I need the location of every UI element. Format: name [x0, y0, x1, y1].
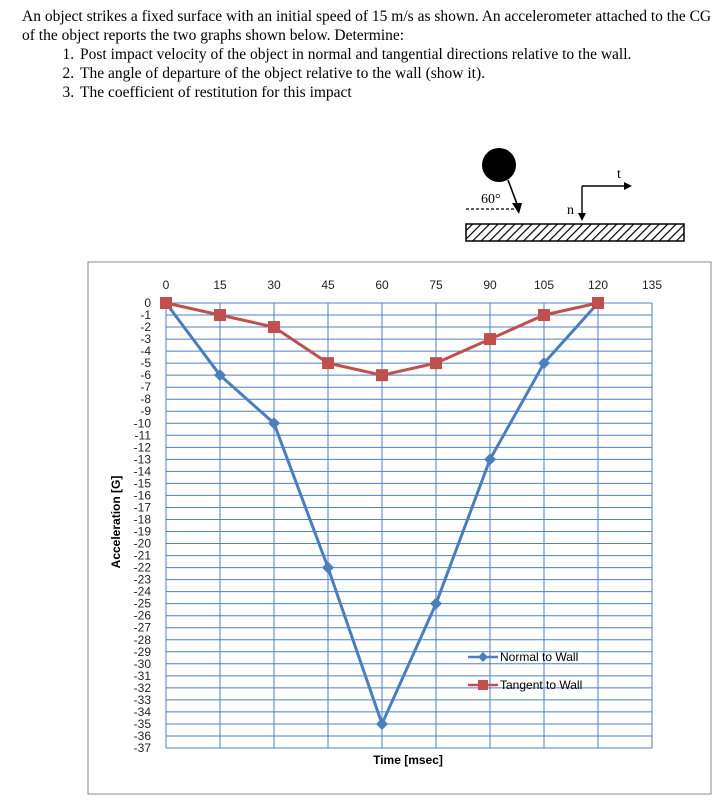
x-tick-label: 30 — [267, 278, 281, 292]
y-tick-label: -2 — [140, 320, 151, 335]
chart-frame — [88, 262, 711, 794]
y-tick-label: -16 — [133, 488, 151, 503]
y-tick-label: -33 — [133, 692, 151, 707]
angle-label: 60° — [481, 192, 501, 207]
y-tick-label: -1 — [140, 308, 151, 323]
y-tick-label: -12 — [133, 440, 151, 455]
y-tick-label: -3 — [140, 332, 151, 347]
y-tick-label: -15 — [133, 476, 151, 491]
y-tick-label: -7 — [140, 380, 151, 395]
x-tick-label: 135 — [641, 278, 663, 292]
y-tick-label: -5 — [140, 356, 151, 371]
x-axis-label: Time [msec] — [373, 753, 443, 767]
problem-intro: An object strikes a fixed surface with an initial speed of 15 m/s as shown. An accelerometer attached to the CG of the object reports the two graphs shown below. Determine: — [22, 8, 712, 44]
y-tick-label: -8 — [140, 392, 151, 407]
question-item: 2. The angle of departure of the object relative to the wall (show it). — [78, 64, 722, 83]
tangent-label: t — [617, 167, 621, 182]
normal-label: n — [567, 203, 574, 218]
y-tick-label: -31 — [133, 668, 151, 683]
data-point — [538, 309, 550, 321]
y-tick-label: -18 — [133, 512, 151, 527]
y-tick-label: -21 — [133, 548, 151, 563]
y-tick-label: -13 — [133, 452, 151, 467]
legend-label-tangent: Tangent to Wall — [500, 678, 583, 692]
y-tick-label: -34 — [133, 704, 151, 719]
question-item: 1. Post impact velocity of the object in normal and tangential directions relative to the wall. — [78, 45, 722, 64]
x-tick-label: 60 — [375, 278, 389, 292]
x-tick-label: 0 — [162, 278, 170, 292]
data-point — [484, 333, 496, 345]
x-tick-label: 45 — [321, 278, 335, 292]
y-tick-label: -28 — [133, 632, 151, 647]
y-tick-label: -20 — [133, 536, 151, 551]
y-tick-label: -24 — [133, 584, 151, 599]
legend-label-normal: Normal to Wall — [500, 650, 579, 664]
y-tick-label: -14 — [133, 464, 151, 479]
y-tick-label: -37 — [133, 741, 151, 755]
y-tick-label: -29 — [133, 644, 151, 659]
y-tick-label: -32 — [133, 680, 151, 695]
y-tick-label: -10 — [133, 416, 151, 431]
data-point — [214, 309, 226, 321]
y-tick-label: -23 — [133, 572, 151, 587]
data-point — [160, 297, 172, 309]
data-point — [592, 297, 604, 309]
x-tick-label: 90 — [483, 278, 497, 292]
data-point — [376, 369, 388, 381]
data-point — [430, 357, 442, 369]
y-axis-label: Acceleration [G] — [109, 475, 123, 569]
question-item: 3. The coefficient of restitution for this impact — [78, 83, 722, 102]
x-tick-label: 75 — [429, 278, 443, 292]
data-point — [322, 357, 334, 369]
y-tick-label: -27 — [133, 620, 151, 635]
x-tick-label: 15 — [213, 278, 227, 292]
y-tick-label: -19 — [133, 524, 151, 539]
legend-marker-tangent — [478, 680, 488, 690]
y-tick-label: -25 — [133, 596, 151, 611]
x-tick-label: 120 — [587, 278, 609, 292]
y-tick-label: -22 — [133, 560, 151, 575]
y-tick-label: -9 — [140, 404, 151, 419]
y-tick-label: -36 — [133, 728, 151, 743]
y-tick-label: -17 — [133, 500, 151, 515]
y-tick-label: 0 — [144, 296, 151, 310]
y-tick-label: -6 — [140, 368, 151, 383]
data-point — [268, 321, 280, 333]
y-tick-label: -35 — [133, 716, 151, 731]
y-tick-label: -30 — [133, 656, 151, 671]
y-tick-label: -11 — [134, 428, 151, 443]
x-tick-label: 105 — [533, 278, 555, 292]
y-tick-label: -26 — [133, 608, 151, 623]
y-tick-label: -4 — [140, 344, 151, 359]
